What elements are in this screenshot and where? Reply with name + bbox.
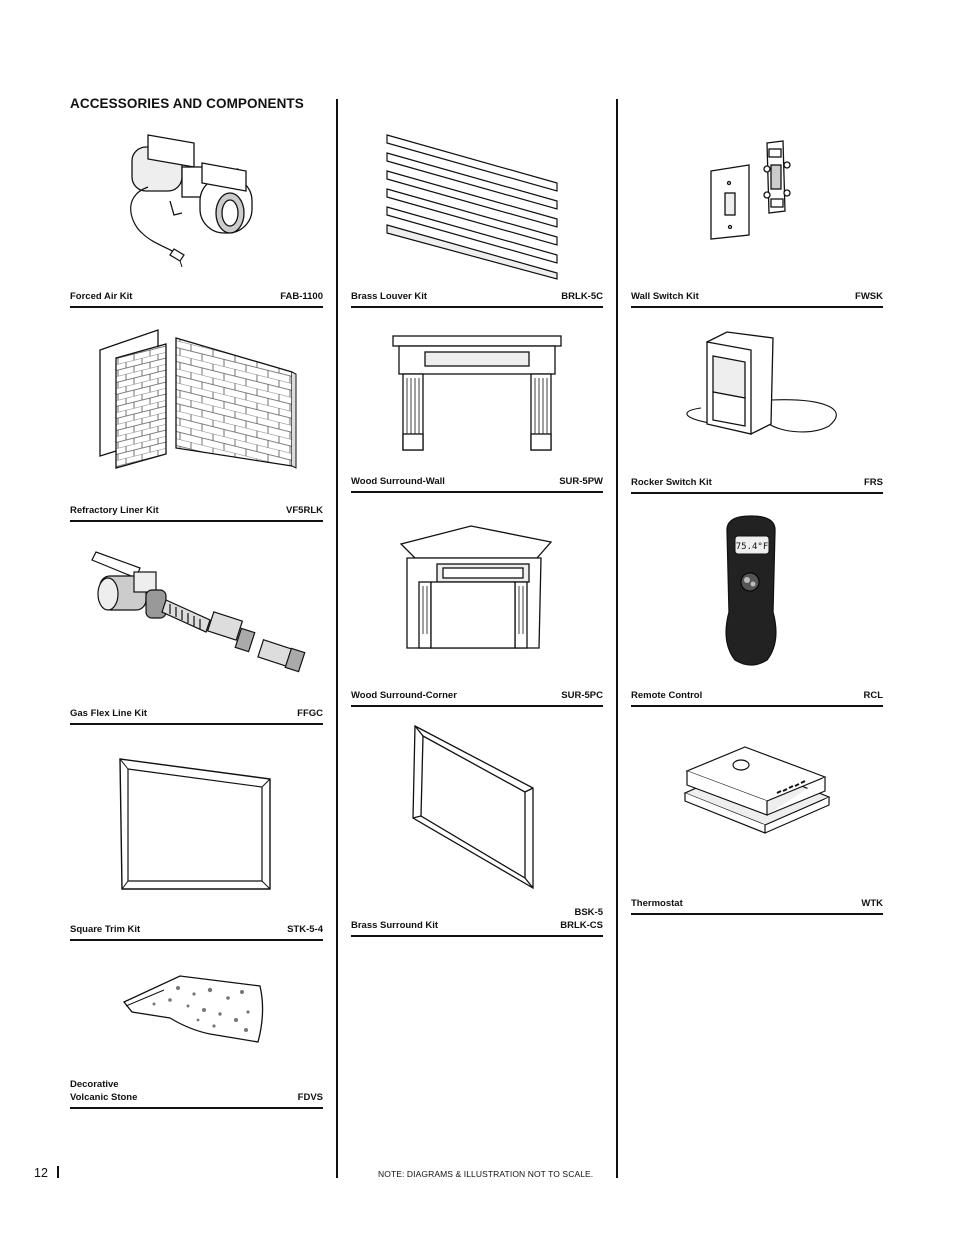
gas-flex-line-kit-name: Gas Flex Line Kit [70,708,148,719]
wood-surround-corner-illustration [351,518,603,658]
forced-air-blower-illustration [70,125,323,275]
page-number: 12 [34,1166,48,1180]
item-volcanic-stone [70,972,323,1109]
item-square-trim-kit [70,757,323,942]
item-refractory-liner-kit [70,328,323,523]
wood-surround-corner-name: Wood Surround-Corner [351,690,457,701]
wood-surround-wall-illustration [351,330,603,455]
item-wood-surround-corner [351,518,603,708]
remote-control-illustration [631,512,883,672]
thermostat-illustration [631,735,883,855]
rocker-switch-illustration [631,328,883,448]
brass-surround-kit-name: Brass Surround Kit [351,920,439,931]
item-wood-surround-wall [351,330,603,494]
thermostat-code: WTK [861,898,883,909]
refractory-liner-kit-name: Refractory Liner Kit [70,505,159,516]
remote-control-name: Remote Control [631,690,703,701]
scale-note: NOTE: DIAGRAMS & ILLUSTRATION NOT TO SCALE. [378,1169,594,1179]
brass-louver-kit-code: BRLK-5C [561,291,603,302]
column-rule-1 [336,99,338,1178]
item-gas-flex-line-kit [70,550,323,726]
wall-switch-kit-name: Wall Switch Kit [631,291,699,302]
item-brass-surround-kit [351,722,603,938]
brass-louver-illustration [351,125,603,285]
gas-flex-line-kit-code: FFGC [297,708,323,719]
wood-surround-wall-code: SUR-5PW [559,476,603,487]
item-wall-switch-kit [631,135,883,309]
page-title: ACCESSORIES AND COMPONENTS [70,96,304,111]
remote-display-text: 75.4°F [735,542,769,552]
square-trim-kit-name: Square Trim Kit [70,924,141,935]
wood-surround-wall-name: Wood Surround-Wall [351,476,445,487]
volcanic-stone-bag-illustration [70,972,323,1052]
thermostat-name: Thermostat [631,898,683,909]
item-brass-louver-kit [351,125,603,309]
column-rule-2 [616,99,618,1178]
rocker-switch-kit-name: Rocker Switch Kit [631,477,712,488]
square-trim-kit-code: STK-5-4 [287,924,323,935]
item-remote-control [631,512,883,708]
item-thermostat [631,735,883,916]
column-rule-left [57,1166,59,1178]
remote-control-code: RCL [863,690,883,701]
square-trim-illustration [70,757,323,897]
brass-surround-illustration [351,722,603,892]
forced-air-kit-code: FAB-1100 [280,291,323,302]
rocker-switch-kit-code: FRS [864,477,883,488]
volcanic-stone-code: FDVS [297,1092,323,1103]
gas-flex-line-illustration [70,550,323,680]
brass-surround-kit-code: BSK-5 BRLK-CS [560,907,603,931]
refractory-liner-illustration [70,328,323,478]
brass-louver-kit-name: Brass Louver Kit [351,291,428,302]
refractory-liner-kit-code: VF5RLK [286,505,323,516]
wall-switch-kit-code: FWSK [855,291,883,302]
forced-air-kit-name: Forced Air Kit [70,291,133,302]
volcanic-stone-name: Decorative Volcanic Stone [70,1079,138,1103]
wall-switch-illustration [631,135,883,255]
item-rocker-switch-kit [631,328,883,495]
item-forced-air-kit [70,125,323,309]
wood-surround-corner-code: SUR-5PC [561,690,603,701]
